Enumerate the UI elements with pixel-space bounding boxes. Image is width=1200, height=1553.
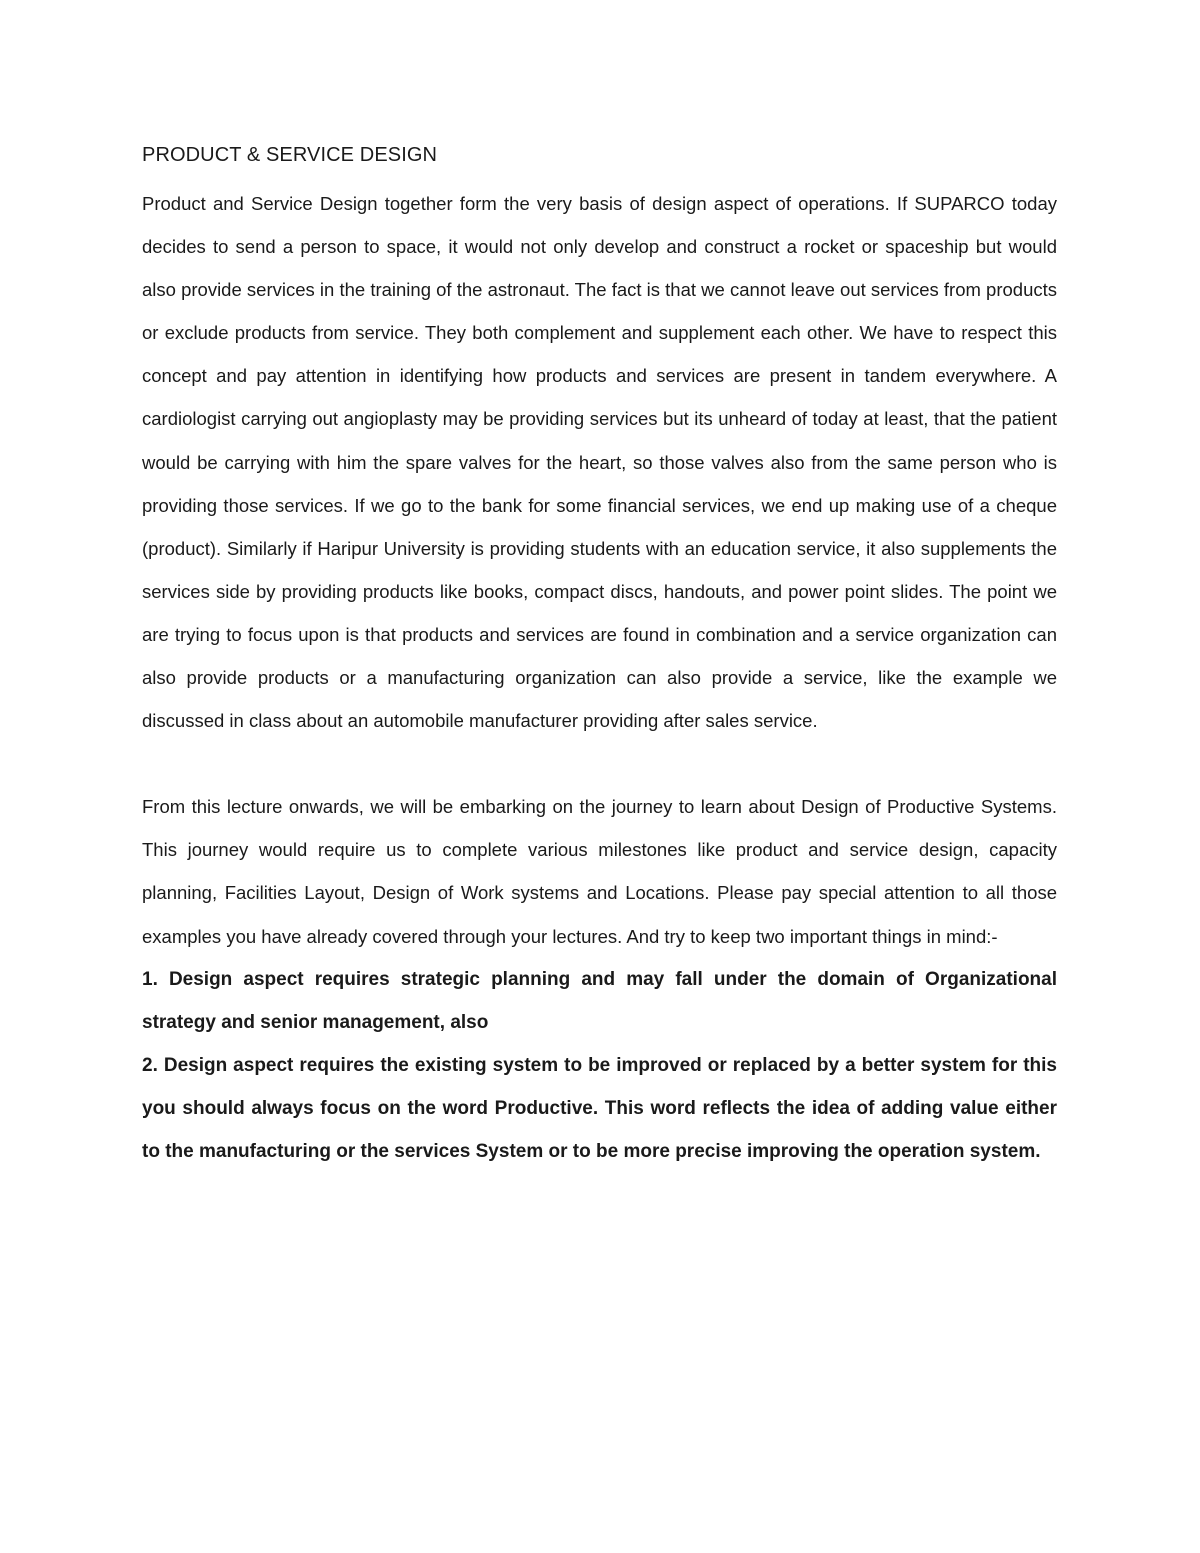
point-strategic-planning: 1. Design aspect requires strategic planning and may fall under the domain of Organizational strategy and senior management, also [142,968,1057,1033]
paragraph-productive-systems: From this lecture onwards, we will be embarking on the journey to learn about Design of Productive Systems. This journey would require us to complete various milestones like product and service design, capacity planning, Facilities Layout, Design of Work systems and Locations. Please pay special attention to all those examples you have already covered through your lectures. And try to keep two important things in mind:- [142,796,1057,947]
document-body [142,138,1057,1173]
paragraph-product-service-design: Product and Service Design together form the very basis of design aspect of operations. If SUPARCO today decides to send a person to space, it would not only develop and construct a rocket or spaceship but would also provide services in the training of the astronaut. The fact is that we cannot leave out services from products or exclude products from service. They both complement and supplement each other. We have to respect this concept and pay attention in identifying how products and services are present in tandem everywhere. A cardiologist carrying out angioplasty may be providing services but its unheard of today at least, that the patient would be carrying with him the spare valves for the heart, so those valves also from the same person who is providing those services. If we go to the bank for some financial services, we end up making use of a cheque (product). Similarly if Haripur University is providing students with an education service, it also supplements the services side by providing products like books, compact discs, handouts, and power point slides. The point we are trying to focus upon is that products and services are found in combination and a service organization can also provide products or a manufacturing organization can also provide a service, like the example we discussed in class about an automobile manufacturer providing after sales service. [142,193,1057,732]
point-productive-improvement: 2. Design aspect requires the existing system to be improved or replaced by a better system for this you should always focus on the word Productive. This word reflects the idea of adding value either to the manufacturing or the services System or to be more precise improving the operation system. [142,1054,1057,1162]
document-title: PRODUCT & SERVICE DESIGN [142,144,438,166]
